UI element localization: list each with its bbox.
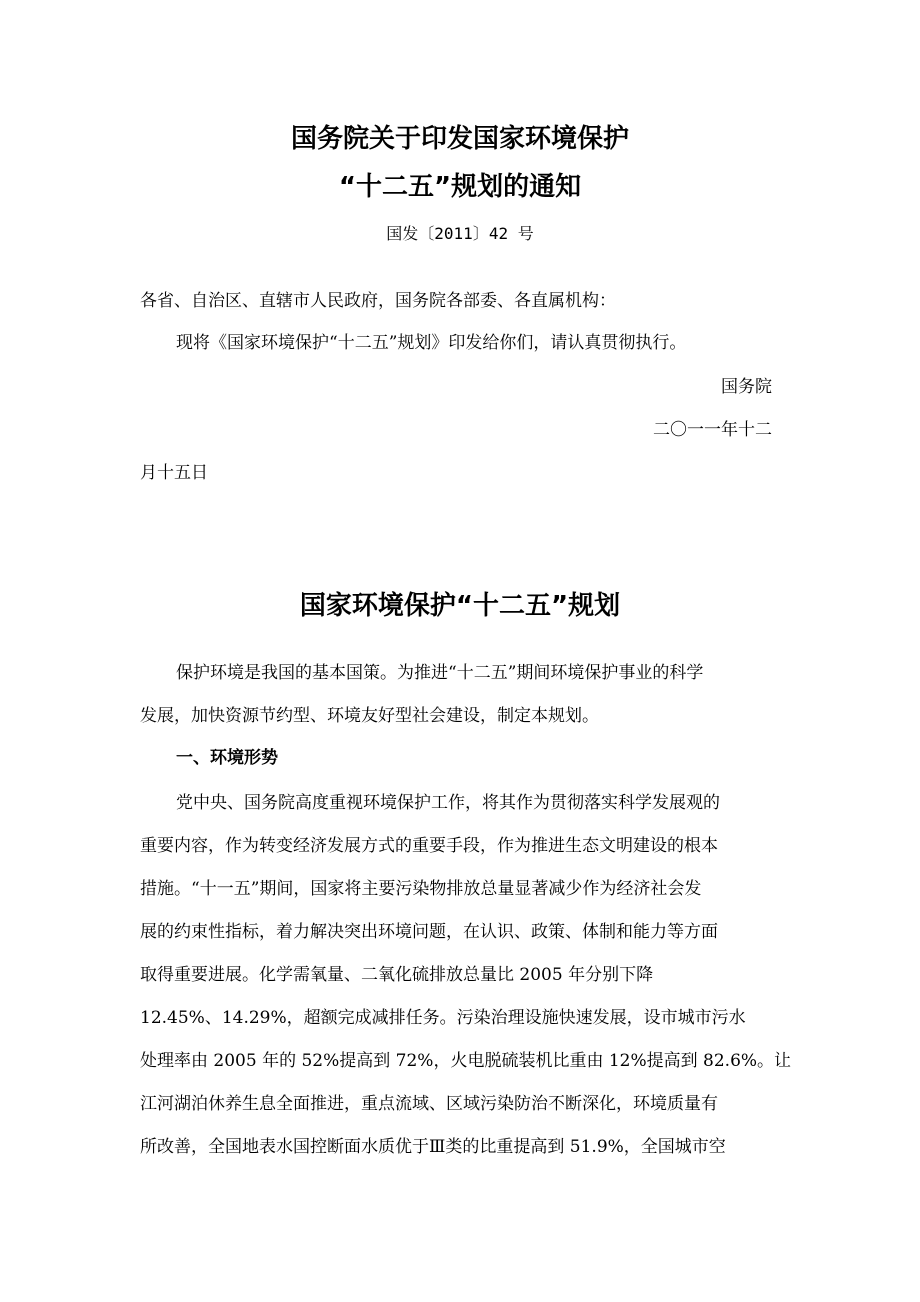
intro-line: 发展，加快资源节约型、环境友好型社会建设，制定本规划。 [140,706,599,726]
paragraph-line: 12.45%、14.29%，超额完成减排任务。污染治理设施快速发展，设市城市污水 [140,1008,746,1028]
paragraph-line: 重要内容，作为转变经济发展方式的重要手段，作为推进生态文明建设的根本 [140,836,718,856]
intro-line: 保护环境是我国的基本国策。为推进“十二五”期间环境保护事业的科学 [176,663,704,683]
notice-title-line-1: 国务院关于印发国家环境保护 [290,124,629,154]
notice-body: 现将《国家环境保护“十二五”规划》印发给你们，请认真贯彻执行。 [176,333,687,353]
paragraph-line: 江河湖泊休养生息全面推进，重点流域、区域污染防治不断深化，环境质量有 [140,1094,718,1114]
issue-date-part-2: 月十五日 [140,463,208,483]
issue-date-part-1: 二〇一一年十二 [653,420,772,440]
paragraph-line: 措施。“十一五”期间，国家将主要污染物排放总量显著减少作为经济社会发 [140,879,702,899]
notice-title-line-2: “十二五”规划的通知 [338,172,582,202]
section-heading: 一、环境形势 [176,748,278,768]
document-number: 国发〔2011〕42 号 [386,224,534,243]
signatory: 国务院 [721,377,772,397]
paragraph-line: 展的约束性指标，着力解决突出环境问题，在认识、政策、体制和能力等方面 [140,922,718,942]
paragraph-line: 党中央、国务院高度重视环境保护工作，将其作为贯彻落实科学发展观的 [176,793,720,813]
addressee-line: 各省、自治区、直辖市人民政府，国务院各部委、各直属机构： [140,291,616,311]
paragraph-line: 所改善，全国地表水国控断面水质优于Ⅲ类的比重提高到 51.9%，全国城市空 [140,1137,726,1157]
plan-title: 国家环境保护“十二五”规划 [299,591,621,621]
paragraph-line: 取得重要进展。化学需氧量、二氧化硫排放总量比 2005 年分别下降 [140,965,654,985]
paragraph-line: 处理率由 2005 年的 52%提高到 72%，火电脱硫装机比重由 12%提高到 82.6%。让 [140,1051,792,1071]
